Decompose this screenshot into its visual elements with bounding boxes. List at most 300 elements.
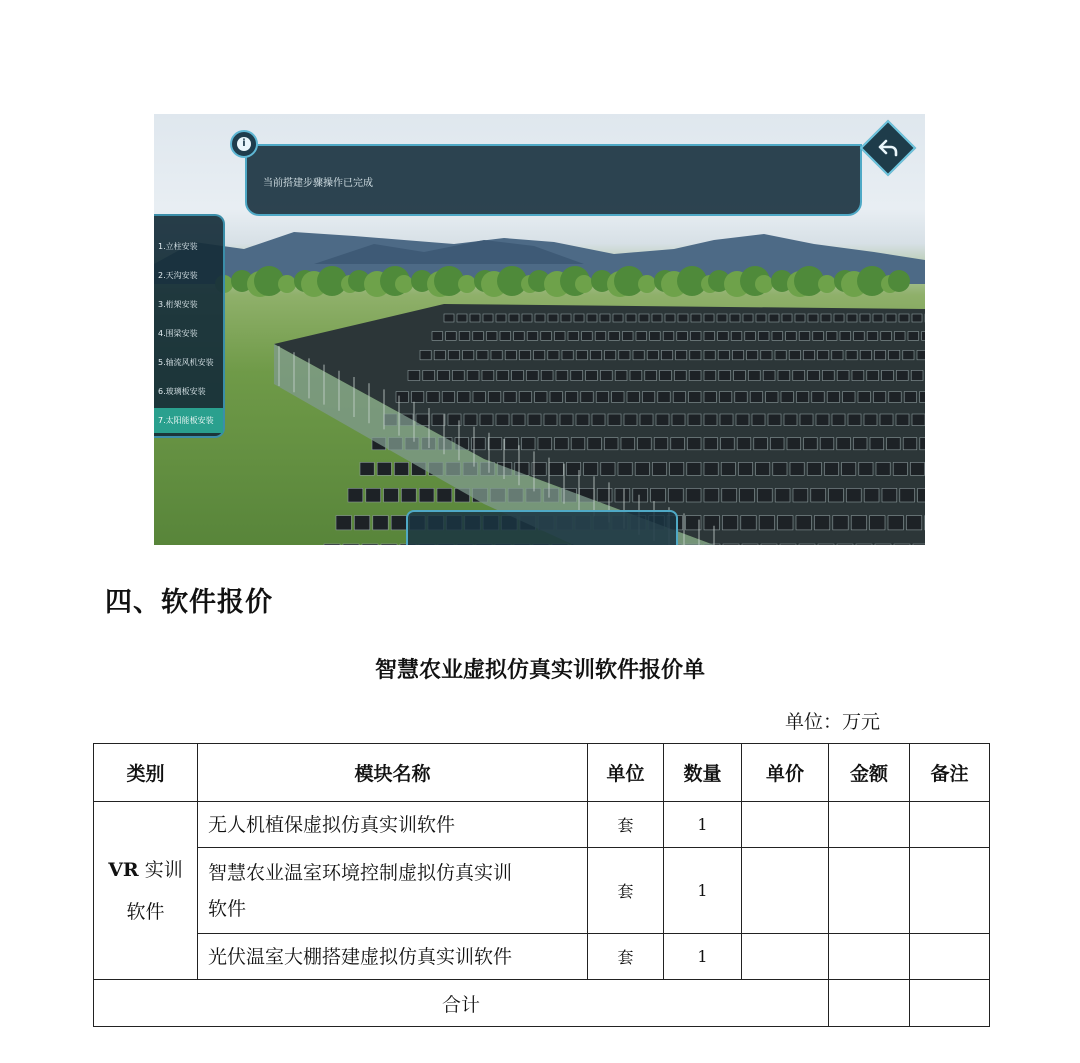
solar-panel bbox=[647, 350, 658, 359]
solar-panel bbox=[586, 370, 598, 380]
solar-panel bbox=[459, 332, 470, 341]
table-header-row bbox=[94, 744, 990, 802]
category-cell bbox=[94, 802, 198, 980]
solar-panel bbox=[704, 314, 714, 322]
solar-panel bbox=[894, 544, 910, 545]
solar-panel bbox=[770, 438, 784, 450]
solar-panel bbox=[522, 314, 532, 322]
total-note bbox=[910, 980, 990, 1027]
solar-panel bbox=[784, 414, 797, 426]
solar-panel bbox=[626, 314, 636, 322]
solar-panel bbox=[720, 414, 733, 426]
solar-panel bbox=[535, 314, 545, 322]
solar-panel bbox=[843, 392, 855, 403]
solar-panel bbox=[799, 544, 815, 545]
header-unit: 单位 bbox=[588, 744, 664, 802]
solar-panel bbox=[452, 370, 464, 380]
solar-panel bbox=[882, 370, 894, 380]
step-item-5[interactable]: 5.轴流风机安装 bbox=[158, 358, 214, 367]
solar-panel bbox=[766, 392, 778, 403]
module-name: 无人机植保虚拟仿真实训软件 bbox=[198, 802, 588, 848]
note-cell bbox=[910, 934, 990, 980]
solar-panel bbox=[519, 350, 530, 359]
solar-panel bbox=[535, 392, 547, 403]
solar-panel bbox=[448, 350, 459, 359]
solar-panel bbox=[423, 370, 435, 380]
solar-panel bbox=[824, 462, 838, 475]
solar-panel bbox=[464, 414, 477, 426]
solar-panel bbox=[674, 370, 686, 380]
solar-panel bbox=[687, 462, 701, 475]
solar-panel bbox=[549, 462, 563, 475]
solar-panel bbox=[636, 332, 647, 341]
solar-panel bbox=[587, 314, 597, 322]
solar-panel bbox=[592, 414, 605, 426]
solar-panel bbox=[740, 488, 755, 502]
tree bbox=[395, 275, 413, 293]
solar-panel bbox=[889, 392, 901, 403]
header-module: 模块名称 bbox=[198, 744, 588, 802]
solar-panel bbox=[394, 462, 408, 475]
solar-panel bbox=[689, 392, 701, 403]
solar-panel bbox=[678, 314, 688, 322]
solar-panel bbox=[773, 462, 787, 475]
table-row bbox=[94, 934, 990, 980]
solar-panel bbox=[889, 350, 900, 359]
solar-panel bbox=[704, 516, 719, 530]
solar-panel bbox=[799, 332, 810, 341]
module-name-line2: 软件 bbox=[208, 897, 247, 920]
unit-cell: 套 bbox=[588, 934, 664, 980]
solar-panel bbox=[803, 350, 814, 359]
solar-panel bbox=[672, 414, 685, 426]
solar-panel bbox=[671, 438, 685, 450]
solar-panel bbox=[432, 332, 443, 341]
solar-panel bbox=[870, 516, 885, 530]
solar-panel bbox=[633, 350, 644, 359]
qty-cell: 1 bbox=[664, 934, 742, 980]
solar-panel bbox=[722, 516, 737, 530]
total-label: 合计 bbox=[94, 980, 829, 1027]
solar-panel bbox=[899, 314, 909, 322]
solar-panel bbox=[732, 350, 743, 359]
solar-panel bbox=[504, 392, 516, 403]
solar-panel bbox=[635, 462, 649, 475]
solar-panel bbox=[704, 438, 718, 450]
solar-panel bbox=[642, 392, 654, 403]
solar-panel bbox=[336, 516, 351, 530]
solar-panel bbox=[483, 314, 493, 322]
solar-panel bbox=[763, 370, 775, 380]
solar-panel bbox=[778, 516, 793, 530]
category-line2: 软件 bbox=[126, 900, 165, 923]
note-cell bbox=[910, 848, 990, 934]
solar-panel bbox=[742, 544, 758, 545]
solar-panel bbox=[550, 392, 562, 403]
solar-panel bbox=[652, 462, 666, 475]
solar-panel bbox=[912, 314, 922, 322]
solar-panel bbox=[488, 392, 500, 403]
solar-panel bbox=[848, 414, 861, 426]
solar-panel bbox=[718, 350, 729, 359]
solar-panel bbox=[645, 370, 657, 380]
solar-panel bbox=[457, 314, 467, 322]
header-qty: 数量 bbox=[664, 744, 742, 802]
solar-panel bbox=[595, 332, 606, 341]
solar-panel bbox=[913, 544, 925, 545]
solar-panel bbox=[622, 332, 633, 341]
price-cell bbox=[742, 802, 829, 848]
module-name: 光伏温室大棚搭建虚拟仿真实训软件 bbox=[198, 934, 588, 980]
solar-panel bbox=[621, 438, 635, 450]
solar-panel bbox=[527, 332, 538, 341]
solar-panel bbox=[822, 370, 834, 380]
solar-panel bbox=[745, 332, 756, 341]
amount-cell bbox=[829, 934, 910, 980]
solar-panel bbox=[477, 350, 488, 359]
solar-panel bbox=[408, 370, 420, 380]
solar-panel bbox=[377, 462, 391, 475]
solar-panel bbox=[360, 462, 374, 475]
table-row bbox=[94, 848, 990, 934]
bottom-panel bbox=[406, 510, 678, 545]
solar-panel bbox=[366, 488, 381, 502]
back-arrow-icon bbox=[877, 137, 899, 159]
solar-panel bbox=[860, 314, 870, 322]
solar-panel bbox=[908, 332, 919, 341]
solar-panel bbox=[875, 544, 891, 545]
quote-table bbox=[93, 743, 990, 1027]
solar-panel bbox=[758, 332, 769, 341]
solar-panel bbox=[482, 370, 494, 380]
solar-panel bbox=[832, 414, 845, 426]
solar-panel bbox=[566, 462, 580, 475]
solar-panel bbox=[818, 544, 834, 545]
solar-panel bbox=[778, 370, 790, 380]
solar-panel bbox=[847, 314, 857, 322]
solar-panel bbox=[793, 370, 805, 380]
solar-panel bbox=[568, 332, 579, 341]
unit-note: 单位：万元 bbox=[785, 711, 881, 733]
solar-panel bbox=[650, 332, 661, 341]
solar-panel bbox=[786, 332, 797, 341]
header-note: 备注 bbox=[910, 744, 990, 802]
solar-panel bbox=[561, 314, 571, 322]
category-prefix: VR bbox=[108, 858, 139, 881]
solar-panel bbox=[401, 488, 416, 502]
solar-panel bbox=[541, 370, 553, 380]
solar-panel bbox=[491, 350, 502, 359]
solar-panel bbox=[820, 438, 834, 450]
tree bbox=[458, 275, 476, 293]
solar-panel bbox=[796, 516, 811, 530]
solar-panel bbox=[596, 392, 608, 403]
solar-panel bbox=[853, 438, 867, 450]
solar-panel bbox=[761, 544, 777, 545]
solar-panel bbox=[420, 350, 431, 359]
step-item-6[interactable]: 6.玻璃板安装 bbox=[158, 387, 206, 396]
solar-panel bbox=[541, 332, 552, 341]
solar-panel bbox=[756, 462, 770, 475]
solar-panel bbox=[846, 488, 861, 502]
solar-panel bbox=[911, 370, 923, 380]
solar-panel bbox=[505, 438, 519, 450]
step-item-3[interactable]: 3.桁架安装 bbox=[158, 300, 198, 309]
solar-panel bbox=[512, 370, 524, 380]
solar-panel bbox=[704, 332, 715, 341]
solar-panel bbox=[864, 488, 879, 502]
note-cell bbox=[910, 802, 990, 848]
solar-panel bbox=[816, 414, 829, 426]
solar-panel bbox=[627, 392, 639, 403]
solar-panel bbox=[571, 370, 583, 380]
solar-panel bbox=[876, 462, 890, 475]
table-row bbox=[94, 802, 990, 848]
solar-panel bbox=[560, 414, 573, 426]
module-name-line1: 智慧农业温室环境控制虚拟仿真实训 bbox=[208, 861, 513, 884]
solar-panel bbox=[782, 314, 792, 322]
solar-panel bbox=[829, 488, 844, 502]
solar-panel bbox=[759, 516, 774, 530]
solar-panel bbox=[640, 414, 653, 426]
solar-panel bbox=[442, 392, 454, 403]
solar-panel bbox=[554, 332, 565, 341]
tree bbox=[755, 275, 773, 293]
solar-panel bbox=[639, 314, 649, 322]
step-item-2[interactable]: 2.天沟安装 bbox=[158, 271, 198, 280]
solar-panel bbox=[608, 414, 621, 426]
solar-panel bbox=[630, 370, 642, 380]
solar-panel bbox=[842, 462, 856, 475]
solar-panel bbox=[807, 462, 821, 475]
solar-panel bbox=[761, 350, 772, 359]
solar-panel bbox=[486, 332, 497, 341]
solar-panel bbox=[590, 350, 601, 359]
solar-panel bbox=[660, 370, 672, 380]
solar-panel bbox=[731, 332, 742, 341]
solar-panel bbox=[663, 332, 674, 341]
solar-panel bbox=[781, 392, 793, 403]
solar-panel bbox=[688, 414, 701, 426]
solar-panel bbox=[605, 350, 616, 359]
solar-panel bbox=[509, 314, 519, 322]
solar-panel bbox=[571, 438, 585, 450]
solar-panel bbox=[324, 544, 340, 545]
solar-panel bbox=[473, 332, 484, 341]
solar-panel bbox=[793, 488, 808, 502]
solar-panel bbox=[612, 392, 624, 403]
solar-panel bbox=[800, 414, 813, 426]
solar-panel bbox=[747, 350, 758, 359]
tree bbox=[818, 275, 836, 293]
solar-panel bbox=[654, 438, 668, 450]
unit-cell: 套 bbox=[588, 848, 664, 934]
qty-cell: 1 bbox=[664, 802, 742, 848]
solar-panel bbox=[917, 350, 925, 359]
solar-panel bbox=[906, 516, 921, 530]
solar-panel bbox=[704, 488, 719, 502]
solar-panel bbox=[574, 314, 584, 322]
solar-panel bbox=[565, 392, 577, 403]
solar-panel bbox=[588, 438, 602, 450]
solar-panel bbox=[343, 544, 359, 545]
solar-panel bbox=[609, 332, 620, 341]
solar-panel bbox=[691, 314, 701, 322]
solar-panel bbox=[754, 438, 768, 450]
info-icon[interactable]: i bbox=[230, 130, 258, 158]
tree bbox=[888, 270, 910, 292]
price-cell bbox=[742, 934, 829, 980]
step-item-1[interactable]: 1.立柱安装 bbox=[158, 242, 198, 251]
solar-panel bbox=[480, 414, 493, 426]
solar-panel bbox=[882, 488, 897, 502]
step-item-7[interactable]: 7.太阳能板安装 bbox=[154, 408, 223, 433]
solar-panel bbox=[735, 392, 747, 403]
solar-panel bbox=[846, 350, 857, 359]
solar-panel bbox=[661, 350, 672, 359]
solar-panel bbox=[526, 370, 538, 380]
solar-panel bbox=[796, 392, 808, 403]
solar-panel bbox=[548, 314, 558, 322]
solar-panel bbox=[852, 370, 864, 380]
solar-panel bbox=[881, 332, 892, 341]
tree bbox=[278, 275, 296, 293]
solar-panel bbox=[736, 414, 749, 426]
solar-panel bbox=[780, 544, 796, 545]
solar-panel bbox=[562, 350, 573, 359]
solar-panel bbox=[812, 392, 824, 403]
solar-panel bbox=[638, 438, 652, 450]
solar-panel bbox=[893, 462, 907, 475]
solar-panel bbox=[737, 438, 751, 450]
solar-panel bbox=[826, 332, 837, 341]
solar-panel bbox=[396, 392, 408, 403]
solar-panel bbox=[834, 314, 844, 322]
solar-panel bbox=[769, 314, 779, 322]
total-amount bbox=[829, 980, 910, 1027]
solar-panel bbox=[896, 414, 909, 426]
solar-panel bbox=[704, 350, 715, 359]
solar-panel bbox=[922, 332, 925, 341]
solar-panel bbox=[613, 314, 623, 322]
solar-panel bbox=[856, 544, 872, 545]
solar-panel bbox=[813, 332, 824, 341]
solar-panel bbox=[658, 392, 670, 403]
solar-panel bbox=[497, 370, 509, 380]
solar-panel bbox=[864, 414, 877, 426]
solar-panel bbox=[686, 488, 701, 502]
solar-panel bbox=[652, 314, 662, 322]
solar-panel bbox=[556, 370, 568, 380]
solar-panel bbox=[719, 392, 731, 403]
solar-panel bbox=[354, 516, 369, 530]
solar-panel bbox=[894, 332, 905, 341]
solar-panel bbox=[867, 370, 879, 380]
solar-panel bbox=[670, 462, 684, 475]
section-heading: 四、软件报价 bbox=[105, 587, 273, 618]
solar-panel bbox=[458, 392, 470, 403]
step-menu bbox=[154, 214, 225, 438]
solar-panel bbox=[384, 488, 399, 502]
simulation-screenshot bbox=[154, 114, 925, 545]
solar-panel bbox=[859, 462, 873, 475]
solar-panel bbox=[717, 314, 727, 322]
solar-panel bbox=[827, 392, 839, 403]
solar-panel bbox=[624, 414, 637, 426]
solar-panel bbox=[734, 370, 746, 380]
solar-panel bbox=[555, 438, 569, 450]
solar-panel bbox=[619, 350, 630, 359]
solar-panel bbox=[808, 370, 820, 380]
solar-panel bbox=[787, 438, 801, 450]
solar-panel bbox=[821, 314, 831, 322]
tree bbox=[575, 275, 593, 293]
header-amount: 金额 bbox=[829, 744, 910, 802]
header-category: 类别 bbox=[94, 744, 198, 802]
solar-panel bbox=[582, 332, 593, 341]
solar-panel bbox=[677, 332, 688, 341]
solar-panel bbox=[488, 438, 502, 450]
solar-panel bbox=[741, 516, 756, 530]
solar-panel bbox=[738, 462, 752, 475]
solar-panel bbox=[860, 350, 871, 359]
solar-panel bbox=[757, 488, 772, 502]
solar-panel bbox=[548, 350, 559, 359]
total-row bbox=[94, 980, 990, 1027]
solar-panel bbox=[910, 462, 924, 475]
solar-panel bbox=[790, 462, 804, 475]
solar-panel bbox=[718, 332, 729, 341]
solar-panel bbox=[886, 314, 896, 322]
solar-panel bbox=[505, 350, 516, 359]
solar-panel bbox=[604, 438, 618, 450]
solar-panel bbox=[348, 488, 363, 502]
solar-panel bbox=[432, 414, 445, 426]
solar-panel bbox=[719, 370, 731, 380]
solar-panel bbox=[584, 462, 598, 475]
solar-panel bbox=[722, 488, 737, 502]
solar-panel bbox=[704, 370, 716, 380]
solar-panel bbox=[858, 392, 870, 403]
solar-panel bbox=[444, 314, 454, 322]
solar-panel bbox=[656, 414, 669, 426]
solar-panel bbox=[704, 462, 718, 475]
quote-title: 智慧农业虚拟仿真实训软件报价单 bbox=[374, 657, 705, 683]
solar-panel bbox=[496, 314, 506, 322]
solar-panel bbox=[818, 350, 829, 359]
solar-panel bbox=[500, 332, 511, 341]
solar-panel bbox=[438, 370, 450, 380]
solar-panel bbox=[597, 488, 612, 502]
solar-panel bbox=[434, 350, 445, 359]
step-item-4[interactable]: 4.围梁安装 bbox=[158, 329, 198, 338]
category-line1: 实训 bbox=[144, 858, 183, 881]
solar-panel bbox=[419, 488, 434, 502]
solar-panel bbox=[687, 438, 701, 450]
solar-panel bbox=[538, 438, 552, 450]
solar-panel bbox=[534, 350, 545, 359]
solar-panel bbox=[873, 314, 883, 322]
solar-panel bbox=[600, 370, 612, 380]
solar-panel bbox=[723, 544, 739, 545]
solar-panel bbox=[730, 314, 740, 322]
solar-panel bbox=[473, 392, 485, 403]
solar-panel bbox=[704, 392, 716, 403]
solar-panel bbox=[918, 488, 925, 502]
solar-panel bbox=[756, 314, 766, 322]
solar-panel bbox=[391, 516, 406, 530]
solar-panel bbox=[752, 414, 765, 426]
